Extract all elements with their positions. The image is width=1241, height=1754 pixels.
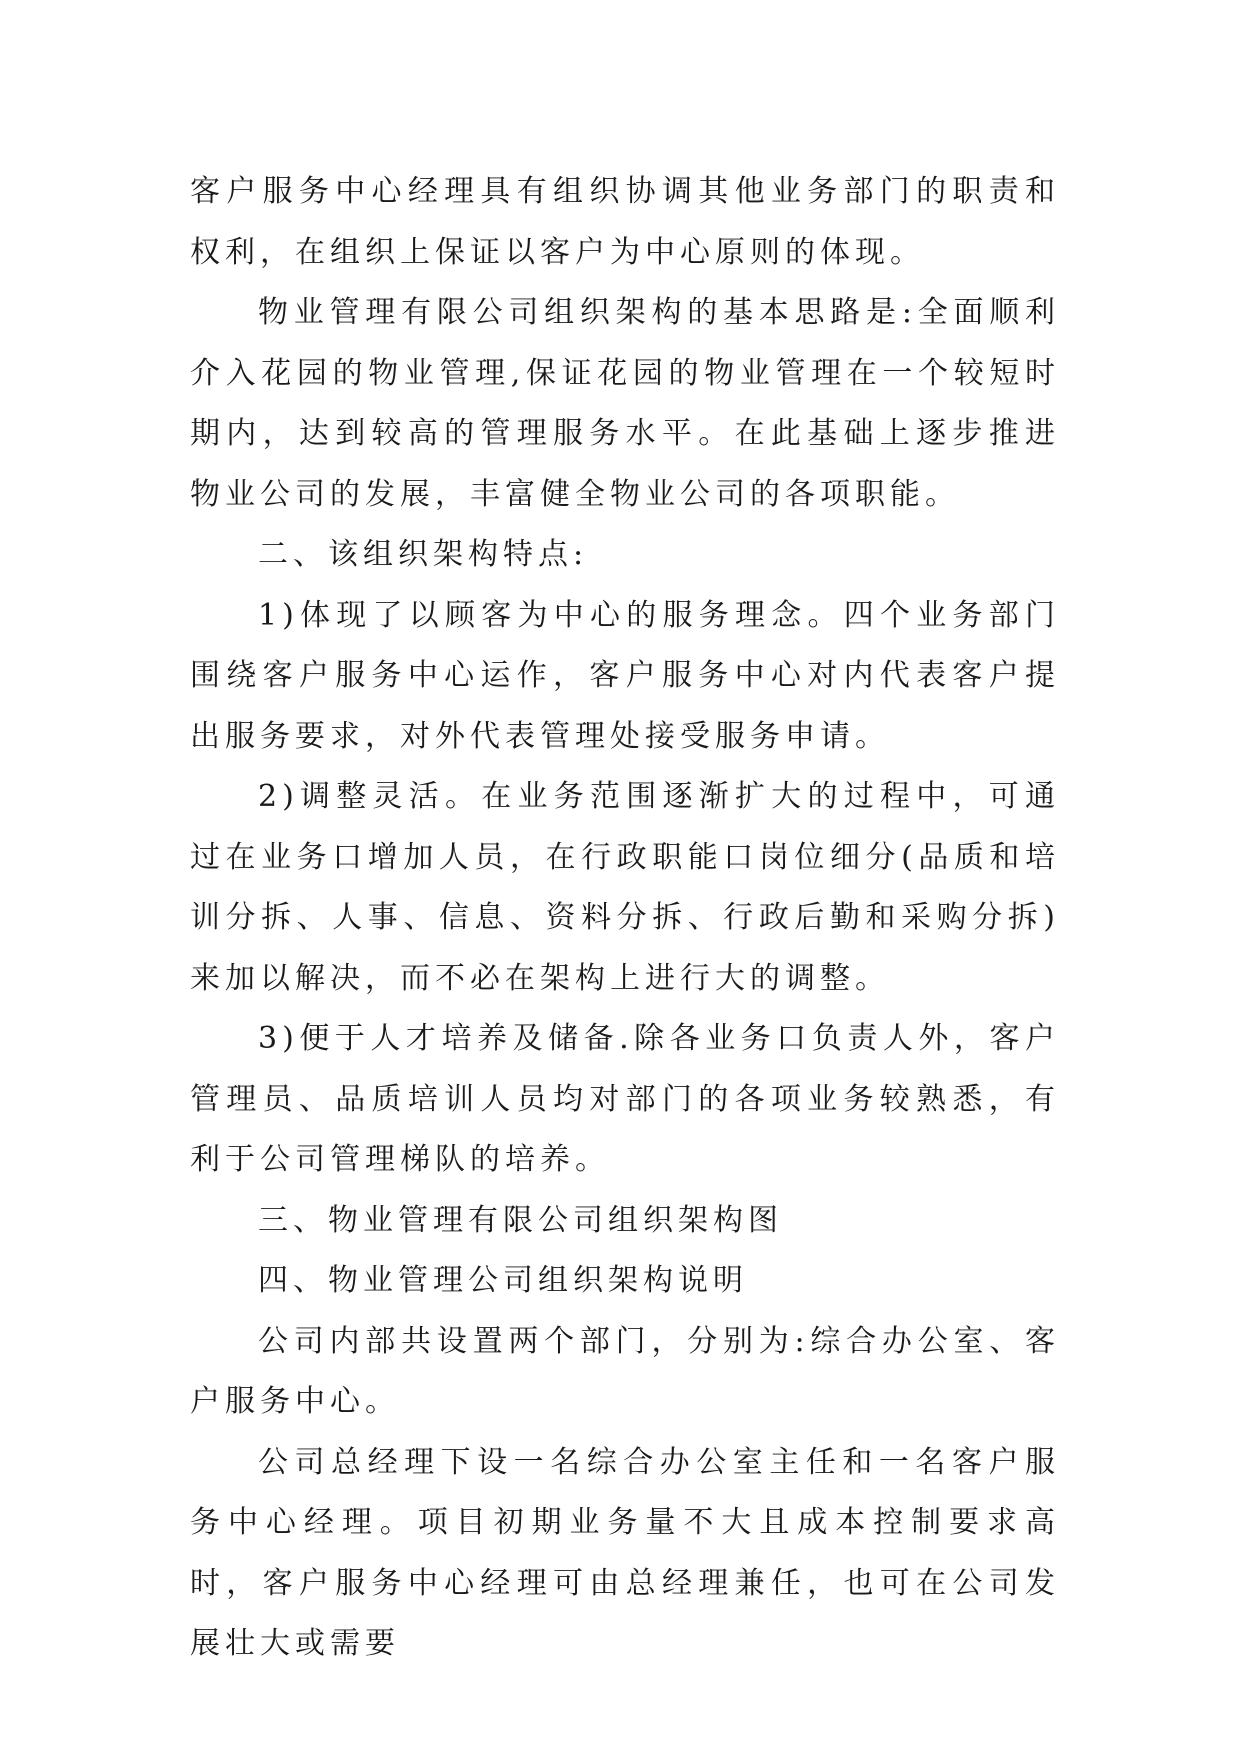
paragraph-3: 公司内部共设置两个部门，分别为:综合办公室、客户服务中心。 (190, 1323, 1060, 1419)
section-heading-3: 三、物业管理有限公司组织架构图 (258, 1202, 783, 1238)
list-item-3: 3)便于人才培养及储备.除各业务口负责人外，客户管理员、品质培训人员均对部门的各项业务较熟悉，有利于公司管理梯队的培养。 (190, 1021, 1060, 1177)
list-item-1: 1)体现了以顾客为中心的服务理念。四个业务部门围绕客户服务中心运作，客户服务中心对内代表客户提出服务要求，对外代表管理处接受服务申请。 (190, 597, 1060, 754)
document-body (190, 162, 1060, 1675)
section-heading-2: 二、该组织架构特点: (258, 537, 589, 572)
list-item-2: 2)调整灵活。在业务范围逐渐扩大的过程中，可通过在业务口增加人员，在行政职能口岗位细分(品质和培训分拆、人事、信息、资料分拆、行政后勤和采购分拆)来加以解决，而不必在架构上进行大的调整。 (190, 779, 1060, 996)
paragraph-2: 物业管理有限公司组织架构的基本思路是:全面顺利介入花园的物业管理,保证花园的物业管理在一个较短时期内，达到较高的管理服务水平。在此基础上逐步推进物业公司的发展，丰富健全物业公司的各项职能。 (190, 295, 1060, 512)
paragraph-1: 客户服务中心经理具有组织协调其他业务部门的职责和权利，在组织上保证以客户为中心原则的体现。 (190, 174, 1060, 270)
paragraph-4: 公司总经理下设一名综合办公室主任和一名客户服务中心经理。项目初期业务量不大且成本控制要求高时，客户服务中心经理可由总经理兼任，也可在公司发展壮大或需要 (190, 1444, 1060, 1661)
section-heading-4: 四、物业管理公司组织架构说明 (258, 1263, 748, 1298)
